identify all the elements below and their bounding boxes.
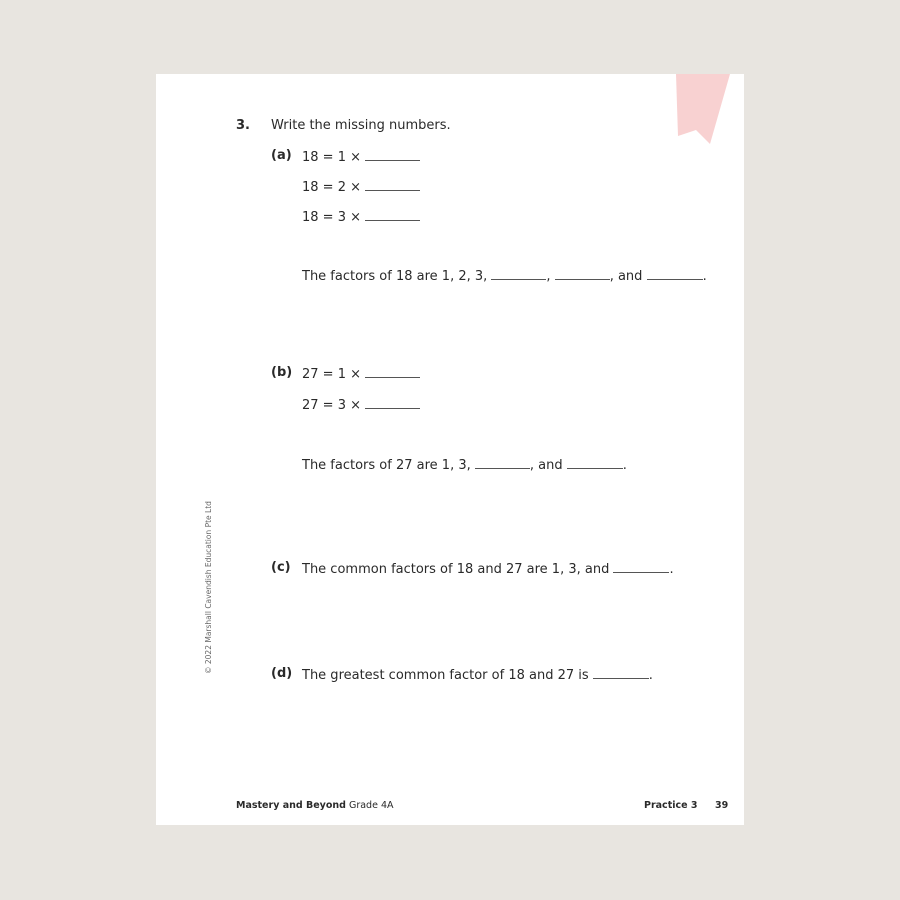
answer-blank[interactable] xyxy=(365,148,420,161)
copyright-notice: © 2022 Marshall Cavendish Education Pte Ltd xyxy=(204,501,213,674)
answer-blank[interactable] xyxy=(365,208,420,221)
part-a-eq1: 18 = 1 × xyxy=(302,148,420,165)
part-b-eq2: 27 = 3 × xyxy=(302,396,420,413)
answer-blank[interactable] xyxy=(365,396,420,409)
answer-blank[interactable] xyxy=(593,666,649,679)
question-number: 3. xyxy=(236,118,250,133)
part-b-label: (b) xyxy=(271,365,293,380)
question-instruction: Write the missing numbers. xyxy=(271,118,451,133)
answer-blank[interactable] xyxy=(491,267,546,280)
part-c-label: (c) xyxy=(271,560,291,575)
part-d-label: (d) xyxy=(271,666,293,681)
part-b-factors: The factors of 27 are 1, 3, , and . xyxy=(302,458,627,473)
footer-practice: Practice 3 xyxy=(644,800,698,811)
part-a-eq2: 18 = 2 × xyxy=(302,178,420,195)
part-b-eq1: 27 = 1 × xyxy=(302,365,420,382)
part-c-text: The common factors of 18 and 27 are 1, 3, and . xyxy=(302,562,674,577)
answer-blank[interactable] xyxy=(647,267,703,280)
footer-page-number: 39 xyxy=(715,800,729,811)
footer-book-title: Mastery and Beyond Grade 4A xyxy=(236,800,394,811)
answer-blank[interactable] xyxy=(365,365,420,378)
answer-blank[interactable] xyxy=(567,456,623,469)
part-a-factors: The factors of 18 are 1, 2, 3, , , and . xyxy=(302,269,707,284)
part-a-eq3: 18 = 3 × xyxy=(302,208,420,225)
part-a-label: (a) xyxy=(271,148,292,163)
bookmark-ribbon-icon xyxy=(670,74,730,144)
answer-blank[interactable] xyxy=(555,267,610,280)
answer-blank[interactable] xyxy=(365,178,420,191)
workbook-page xyxy=(156,74,744,825)
answer-blank[interactable] xyxy=(475,456,530,469)
answer-blank[interactable] xyxy=(613,560,669,573)
part-d-text: The greatest common factor of 18 and 27 is . xyxy=(302,668,653,683)
